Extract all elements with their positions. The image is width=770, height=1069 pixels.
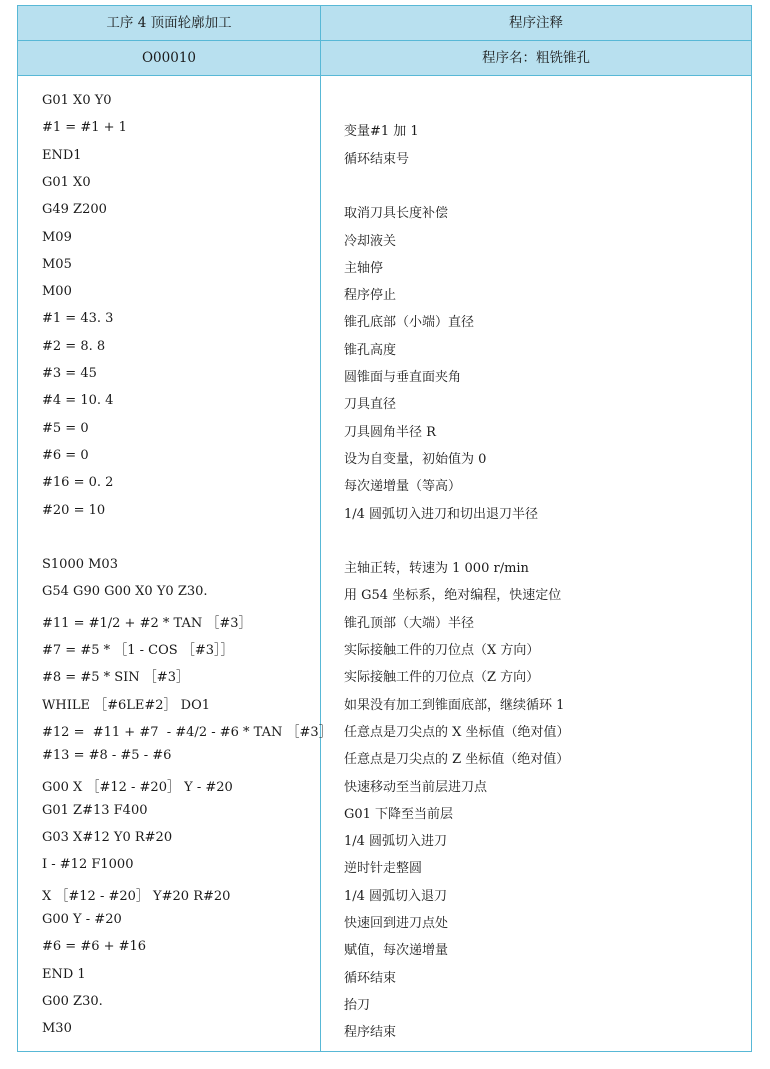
code-comment: 实际接触工件的刀位点（X 方向）: [344, 643, 540, 658]
code-line: G00 Z30.: [42, 993, 103, 1009]
table-row: [18, 939, 751, 965]
table-row: [18, 366, 751, 392]
code-line: #20 = 10: [42, 502, 106, 518]
table-row: [18, 857, 751, 883]
code-line: G00 Y - #20: [42, 912, 122, 927]
table-row: [18, 257, 751, 283]
code-comment: 1/4 圆弧切入进刀和切出退刀半径: [344, 506, 539, 522]
table-row: [18, 284, 751, 310]
code-line: #6 = 0: [42, 447, 89, 463]
code-line: #13 = #8 - #5 - #6: [42, 748, 172, 764]
code-comment: 圆锥面与垂直面夹角: [344, 370, 462, 385]
code-line: G49 Z200: [42, 202, 107, 218]
table-row: [18, 694, 751, 720]
table-row: [18, 994, 751, 1020]
code-comment: 用 G54 坐标系，绝对编程，快速定位: [344, 588, 562, 604]
code-line: END1: [42, 147, 82, 163]
table-row: [18, 120, 751, 146]
table-row: [18, 776, 751, 802]
column-header-comment: 程序注释: [509, 15, 563, 31]
code-comment: 刀具直径: [344, 397, 397, 413]
table-row: [18, 967, 751, 993]
table-row: [18, 885, 751, 911]
table-row: [18, 93, 751, 119]
code-comment: 取消刀具长度补偿: [344, 206, 449, 222]
table-row: [18, 393, 751, 419]
code-line: S1000 M03: [42, 557, 118, 573]
code-comment: 程序停止: [344, 288, 397, 304]
table-row: [18, 230, 751, 256]
code-comment: 任意点是刀尖点的 Z 坐标值（绝对值）: [344, 752, 570, 768]
code-comment: 锥孔高度: [344, 342, 397, 358]
table-row: [18, 175, 751, 201]
code-line: G03 X#12 Y0 R#20: [42, 830, 173, 846]
code-comment: 锥孔底部（小端）直径: [344, 315, 475, 331]
code-comment: 程序结束: [344, 1025, 397, 1041]
code-line: #8 = #5 * SIN ［#3］: [42, 670, 189, 686]
table-row: [18, 530, 751, 556]
table-row: [18, 311, 751, 337]
code-line: M05: [42, 256, 72, 272]
program-table: [17, 5, 752, 1052]
code-line: M09: [42, 229, 72, 245]
code-line: #16 = 0. 2: [42, 475, 114, 491]
program-name-row: [18, 41, 751, 76]
code-line: #7 = #5 * ［1 - COS ［#3］］: [42, 643, 234, 658]
code-line: #1 = #1 + 1: [42, 120, 127, 136]
code-line: WHILE ［#6LE#2］ DO1: [42, 697, 211, 713]
code-comment: 快速回到进刀点处: [344, 916, 449, 931]
table-row: [18, 666, 751, 692]
table-row: [18, 475, 751, 501]
code-line: #5 = 0: [42, 420, 89, 436]
program-number: O00010: [141, 50, 196, 66]
code-line: #12 = #11 + #7 - #4/2 - #6 * TAN ［#3］: [42, 724, 332, 740]
code-comment: 实际接触工件的刀位点（Z 方向）: [344, 670, 540, 686]
code-line: #11 = #1/2 + #2 * TAN ［#3］: [42, 615, 252, 631]
table-row: [18, 721, 751, 747]
code-line: #3 = 45: [42, 366, 97, 381]
column-header-process: 工序 4 顶面轮廓加工: [106, 15, 232, 31]
table-row: [18, 421, 751, 447]
code-comment: 主轴停: [344, 260, 384, 276]
code-line: G54 G90 G00 X0 Y0 Z30.: [42, 584, 208, 600]
code-line: M30: [42, 1021, 72, 1037]
code-comment: 抬刀: [344, 997, 371, 1013]
code-line: #2 = 8. 8: [42, 338, 106, 354]
code-comment: 任意点是刀尖点的 X 坐标值（绝对值）: [344, 724, 570, 740]
table-row: [18, 148, 751, 174]
table-row: [18, 748, 751, 774]
table-row: [18, 612, 751, 638]
table-row: [18, 202, 751, 228]
table-row: [18, 1021, 751, 1047]
code-comment: 每次递增量（等高）: [344, 479, 462, 495]
code-line: #6 = #6 + #16: [42, 939, 147, 955]
code-comment: 1/4 圆弧切入退刀: [344, 888, 448, 904]
code-comment: 变量#1 加 1: [344, 124, 419, 140]
code-line: #4 = 10. 4: [42, 393, 114, 409]
code-comment: 冷却液关: [344, 233, 397, 249]
table-row: [18, 639, 751, 665]
code-line: X ［#12 - #20］ Y#20 R#20: [42, 888, 231, 904]
table-row: [18, 584, 751, 610]
code-line: #1 = 43. 3: [42, 311, 114, 327]
code-comment: 主轴正转，转速为 1 000 r/min: [344, 561, 529, 577]
code-comment: 1/4 圆弧切入进刀: [344, 834, 448, 850]
code-comment: 刀具圆角半径 R: [344, 424, 436, 440]
code-line: M00: [42, 284, 72, 300]
code-line: G01 X0: [42, 174, 91, 190]
code-comment: 赋值，每次递增量: [344, 943, 449, 959]
table-row: [18, 912, 751, 938]
table-row: [18, 448, 751, 474]
code-comment: 循环结束号: [344, 151, 410, 167]
table-row: [18, 339, 751, 365]
code-line: G01 X0 Y0: [42, 93, 112, 108]
code-line: G00 X ［#12 - #20］ Y - #20: [42, 779, 233, 795]
code-line: END 1: [42, 966, 86, 982]
code-comment: 逆时针走整圆: [344, 861, 423, 877]
program-name: 程序名：粗铣锥孔: [482, 50, 590, 66]
table-row: [18, 503, 751, 529]
table-row: [18, 803, 751, 829]
table-header-row: [18, 6, 751, 41]
code-line: G01 Z#13 F400: [42, 802, 148, 818]
code-comment: 循环结束: [344, 970, 397, 986]
code-comment: 锥孔顶部（大端）半径: [344, 615, 475, 631]
code-comment: G01 下降至当前层: [344, 806, 454, 822]
code-line: I - #12 F1000: [42, 857, 134, 873]
code-comment: 设为自变量，初始值为 0: [344, 451, 487, 467]
table-row: [18, 557, 751, 583]
code-comment: 快速移动至当前层进刀点: [344, 779, 488, 795]
table-row: [18, 830, 751, 856]
code-comment: 如果没有加工到锥面底部，继续循环 1: [344, 697, 565, 713]
